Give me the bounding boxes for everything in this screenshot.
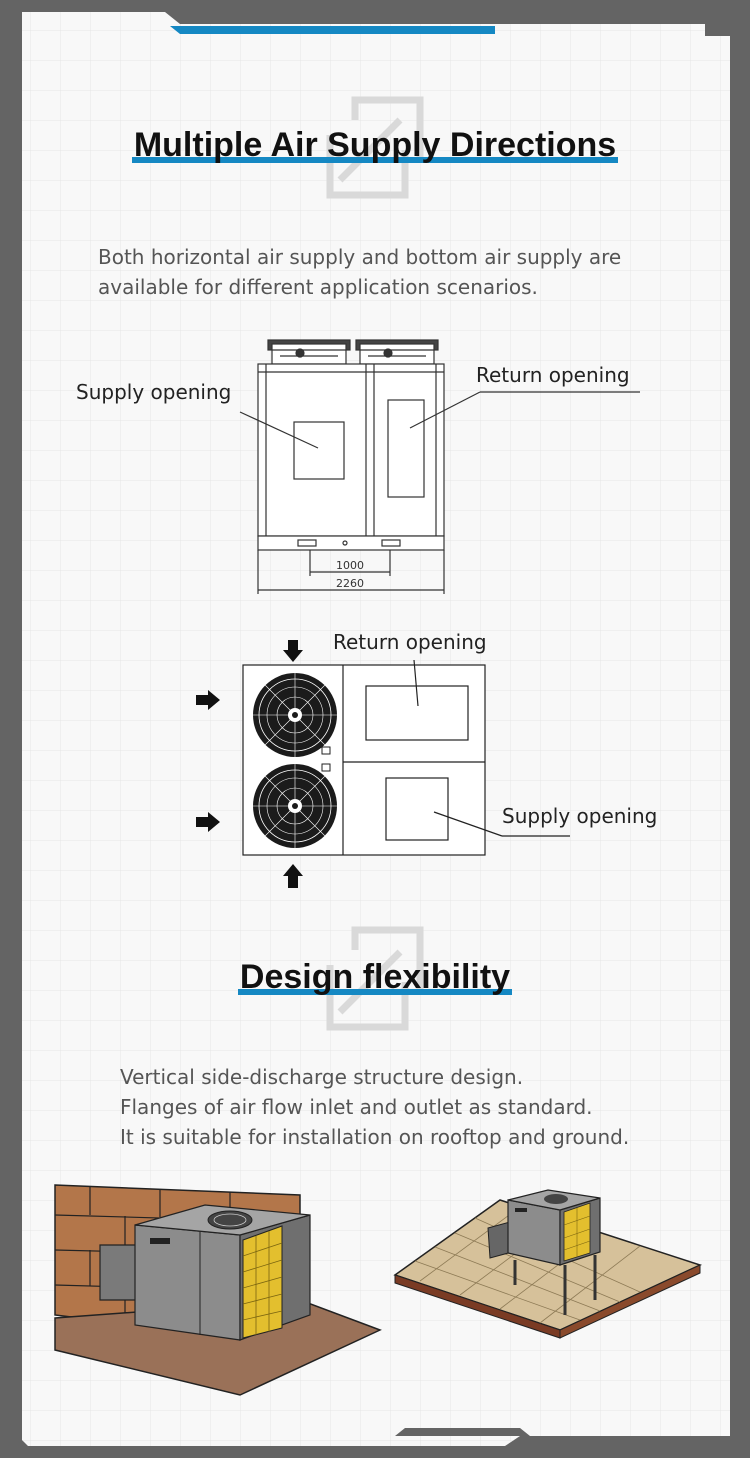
top-return-label: Return opening: [333, 630, 487, 654]
section1-title: [0, 126, 750, 165]
section2-description-line: Vertical side-discharge structure design.: [120, 1065, 524, 1089]
dimension-outer: 2260: [336, 577, 364, 590]
dimension-inner: 1000: [336, 559, 364, 572]
rooftop-installation-illustration: [395, 1190, 700, 1338]
section1-title-text: Multiple Air Supply Directions: [133, 126, 617, 164]
ground-installation-illustration: [55, 1185, 380, 1395]
section2-description: [120, 1062, 629, 1152]
front-supply-label: Supply opening: [76, 380, 232, 404]
section2-description-line: It is suitable for installation on rooftop and ground.: [120, 1125, 630, 1149]
section1-description: [98, 242, 621, 302]
section1-description-line: available for different application scenarios.: [98, 275, 538, 299]
section2-title-text: Design flexibility: [239, 958, 511, 996]
front-return-label: Return opening: [476, 363, 630, 387]
section2-description-line: Flanges of air flow inlet and outlet as standard.: [120, 1095, 593, 1119]
section1-description-line: Both horizontal air supply and bottom air supply are: [98, 245, 622, 269]
top-supply-label: Supply opening: [502, 804, 658, 828]
section2-title: [0, 958, 750, 997]
